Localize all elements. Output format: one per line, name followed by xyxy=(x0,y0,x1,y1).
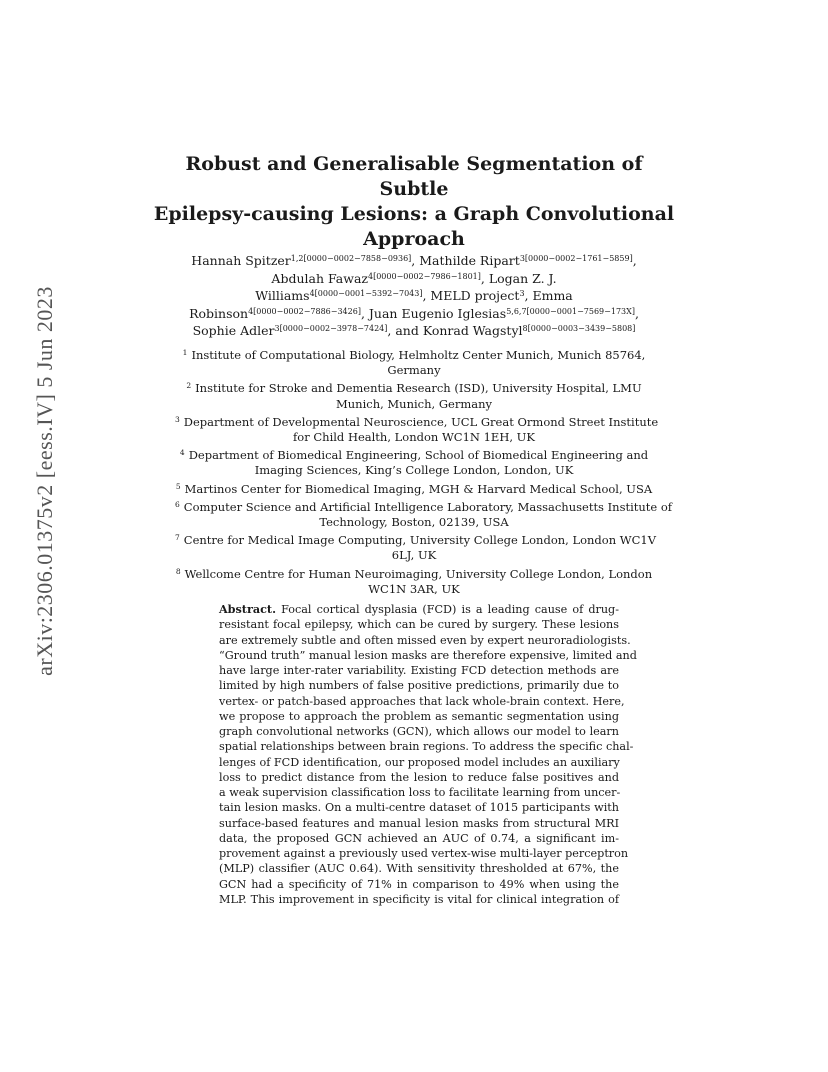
author-line: Hannah Spitzer$^{1,2[0000-0002-7858-0936]}$, Mathilde Ripart$^{3[0000-0002-1761-5859]}$, xyxy=(191,253,637,268)
affiliation-line: $^5$ Martinos Center for Biomedical Imaging, MGH & Harvard Medical School, USA xyxy=(175,481,653,496)
affiliation-line: for Child Health, London WC1N 1EH, UK xyxy=(293,430,535,445)
affiliation-line: 6LJ, UK xyxy=(391,548,437,563)
abstract-line: a weak supervision classification loss to facilitate learning from uncer- xyxy=(219,786,621,799)
affiliation-line: $^8$ Wellcome Centre for Human Neuroimaging, University College London, London xyxy=(175,566,653,581)
affiliation-line: Imaging Sciences, King’s College London, London, UK xyxy=(254,463,574,478)
arxiv-identifier xyxy=(20,286,70,676)
abstract-line: spatial relationships between brain regions. To address the specific chal- xyxy=(219,740,634,754)
abstract-line: resistant focal epilepsy, which can be cured by surgery. These lesions xyxy=(219,618,619,632)
author-list xyxy=(180,252,648,340)
abstract-line: loss to predict distance from the lesion to reduce false positives and xyxy=(219,770,619,784)
abstract xyxy=(219,602,637,907)
affiliation-line: $^4$ Department of Biomedical Engineering, School of Biomedical Engineering and xyxy=(179,448,649,463)
abstract-line: data, the proposed GCN achieved an AUC of 0.74, a significant im- xyxy=(219,831,619,845)
author-line: Sophie Adler$^{3[0000-0002-3978-7424]}$, and Konrad Wagstyl$^{8[0000-0003-3439-5808]}$ xyxy=(192,323,636,338)
title-line: Approach xyxy=(363,228,465,250)
abstract-line: “Ground truth” manual lesion masks are therefore expensive, limited and xyxy=(219,648,637,662)
abstract-line: we propose to approach the problem as semantic segmentation using xyxy=(219,709,619,723)
paper-title xyxy=(150,152,678,252)
abstract-line: GCN had a specificity of 71% in comparison to 49% when using the xyxy=(219,877,619,891)
title-line: Epilepsy-causing Lesions: a Graph Convolutional xyxy=(153,203,675,225)
affiliation-list xyxy=(175,345,673,597)
affiliation-line: $^2$ Institute for Stroke and Dementia Research (ISD), University Hospital, LMU xyxy=(186,381,642,396)
author-line: Williams$^{4[0000-0001-5392-7043]}$, MELD project$^3$, Emma xyxy=(255,288,573,303)
abstract-line: (MLP) classifier (AUC 0.64). With sensitivity thresholded at 67%, the xyxy=(219,862,619,876)
abstract-line: limited by high numbers of false positive predictions, primarily due to xyxy=(219,679,619,693)
abstract-line: provement against a previously used vertex-wise multi-layer perceptron xyxy=(219,847,629,860)
abstract-line: Abstract. Focal cortical dysplasia (FCD) is a leading cause of drug- xyxy=(219,602,619,616)
abstract-line: have large inter-rater variability. Existing FCD detection methods are xyxy=(219,664,619,677)
affiliation-line: $^7$ Centre for Medical Image Computing, University College London, London WC1V xyxy=(175,533,657,548)
affiliation-line: $^6$ Computer Science and Artificial Intelligence Laboratory, Massachusetts Institute of xyxy=(175,499,673,514)
abstract-line: vertex- or patch-based approaches that lack whole-brain context. Here, xyxy=(219,694,625,708)
affiliation-line: WC1N 3AR, UK xyxy=(368,581,460,596)
affiliation-line: Germany xyxy=(387,363,441,378)
abstract-line: graph convolutional networks (GCN), which allows our model to learn xyxy=(219,725,619,738)
affiliation-line: $^3$ Department of Developmental Neuroscience, UCL Great Ormond Street Institute xyxy=(175,414,659,429)
arxiv-identifier-text: arXiv:2306.01375v2 [eess.IV] 5 Jun 2023 xyxy=(32,286,57,676)
affiliation-line: Munich, Munich, Germany xyxy=(335,396,492,411)
title-line: Robust and Generalisable Segmentation of Subtle xyxy=(185,153,643,200)
abstract-line: lenges of FCD identification, our proposed model includes an auxiliary xyxy=(219,755,620,769)
author-line: Robinson$^{4[0000-0002-7886-3426]}$, Juan Eugenio Iglesias$^{5,6,7[0000-0001-7569-173X]}$, xyxy=(189,305,639,321)
abstract-line: surface-based features and manual lesion masks from structural MRI xyxy=(219,816,619,830)
abstract-label: Abstract. xyxy=(219,602,276,616)
affiliation-line: Technology, Boston, 02139, USA xyxy=(319,515,509,530)
affiliation-line: $^1$ Institute of Computational Biology, Helmholtz Center Munich, Munich 85764, xyxy=(182,348,646,362)
abstract-line: tain lesion masks. On a multi-centre dataset of 1015 participants with xyxy=(219,801,619,815)
abstract-line: are extremely subtle and often missed even by expert neuroradiologists. xyxy=(219,633,631,647)
author-line: Abdulah Fawaz$^{4[0000-0002-7986-1801]}$, Logan Z. J. xyxy=(271,270,557,286)
abstract-line: MLP. This improvement in specificity is vital for clinical integration of xyxy=(219,892,619,906)
